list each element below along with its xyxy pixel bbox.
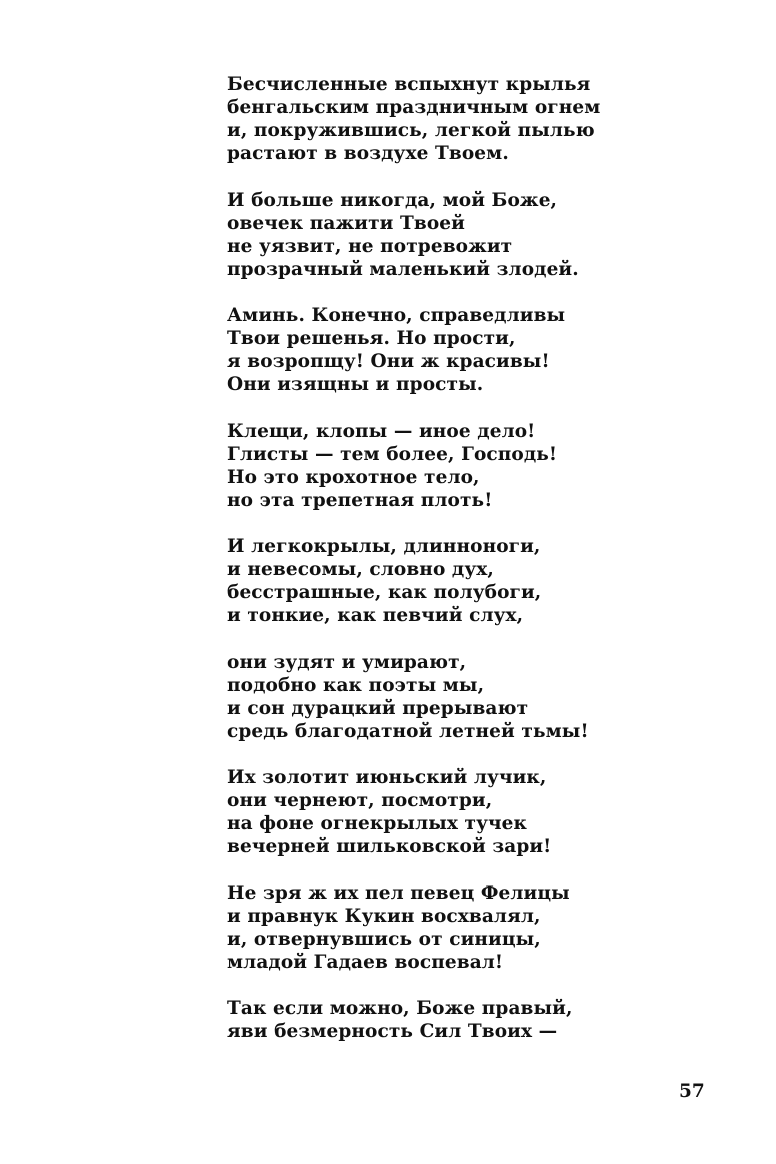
poem-line: Так если можно, Боже правый, [227,998,573,1019]
page-number: 57 [679,1081,705,1102]
poem-line: И легкокрылы, длинноноги, [227,536,541,557]
stanza-6 [227,651,747,743]
poem-line: Клещи, клопы — иное дело! [227,420,536,442]
stanza-4 [227,420,747,512]
poem-line: овечек пажити Твоей [227,212,465,234]
poem-line: они зудят и умирают, [227,651,467,673]
poem-line: подобно как поэты мы, [227,674,485,696]
poem-line: Они изящны и просты. [227,374,484,395]
poem-line: Не зря ж их пел певец Фелицы [227,882,570,904]
poem-line: но эта трепетная плоть! [227,489,493,511]
stanza-7 [227,766,747,858]
poem-line: бесстрашные, как полубоги, [227,582,542,603]
poem-line: бенгальским праздничным огнем [227,97,601,118]
poem-line: яви безмерность Сил Твоих — [227,1021,558,1042]
poem-line: я возропщу! Они ж красивы! [227,351,550,372]
poem-line: Глисты — тем более, Господь! [227,443,558,465]
poem-line: вечерней шильковской зари! [227,836,552,857]
poem-line: Их золотит июньский лучик, [227,767,547,788]
stanza-3 [227,304,747,396]
poem-line: и невесомы, словно дух, [227,559,494,580]
poem-line: растают в воздухе Твоем. [227,143,509,164]
stanza-2 [227,189,747,281]
poem-line: И больше никогда, мой Боже, [227,189,558,211]
poem-line: и, отвернувшись от синицы, [227,928,541,950]
poem-line: и правнук Кукин восхвалял, [227,905,541,927]
stanza-5 [227,535,747,627]
poem-line: не уязвит, не потревожит [227,235,513,257]
poem-line: и, покружившись, легкой пылью [227,120,595,141]
poem-line: Твои решенья. Но прости, [227,328,516,349]
poem-line: Аминь. Конечно, справедливы [227,305,566,326]
poem-line: на фоне огнекрылых тучек [227,813,528,834]
poem-line: они чернеют, посмотри, [227,790,493,811]
poem-line: младой Гадаев воспевал! [227,951,504,973]
poem-line: средь благодатной летней тьмы! [227,720,589,742]
stanza-9 [227,997,747,1043]
poem-line: и тонкие, как певчий слух, [227,605,524,626]
stanza-1 [227,73,747,165]
poem-line: и сон дурацкий прерывают [227,697,529,719]
poem-body [227,73,747,1067]
stanza-8 [227,882,747,974]
poem-line: прозрачный маленький злодей. [227,258,579,280]
poem-line: Но это крохотное тело, [227,466,480,488]
poem-line: Бесчисленные вспыхнут крылья [227,74,591,95]
